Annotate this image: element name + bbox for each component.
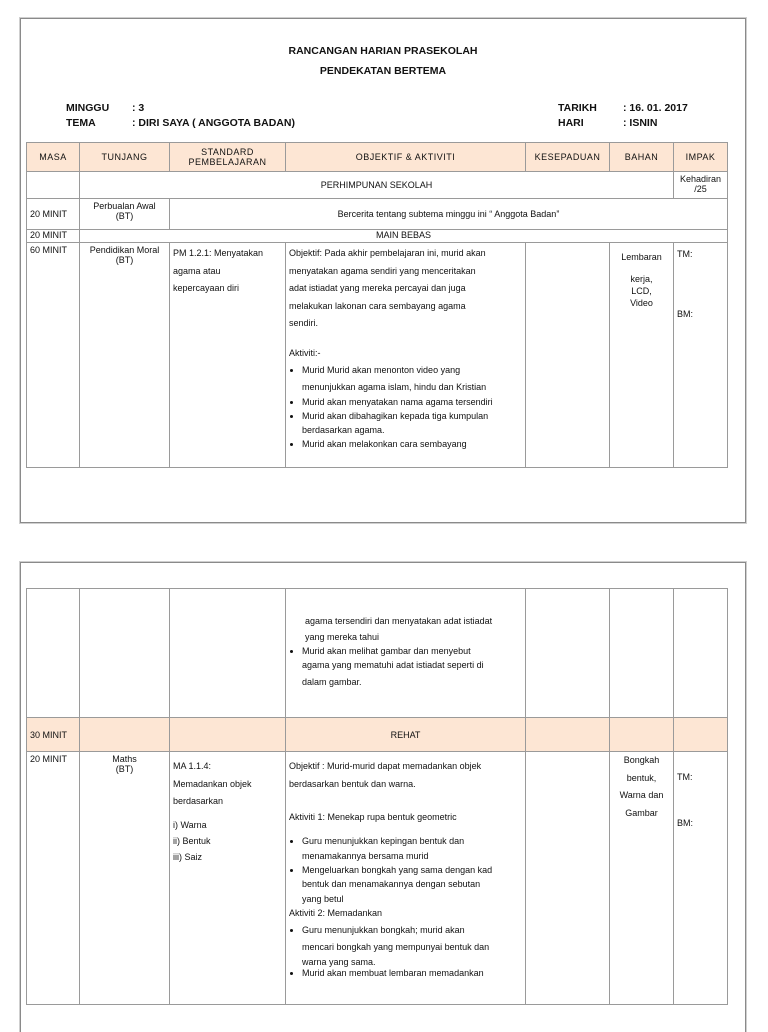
document-title: RANCANGAN HARIAN PRASEKOLAH <box>288 45 478 57</box>
aktiviti-label: Aktiviti:- <box>289 347 321 358</box>
list-item: • Guru menunjukkan bongkah; murid akan mencari bongkah yang mempunyai bentuk dan warna yang sama. <box>302 922 522 968</box>
col-impak: IMPAK <box>674 143 728 172</box>
list-item: • Murid akan melihat gambar dan menyebut agama yang mematuhi adat istiadat seperti di dalam gambar. <box>302 643 522 691</box>
col-masa: MASA <box>27 143 80 172</box>
hari-value: : ISNIN <box>623 117 658 129</box>
kehadiran-cell: Kehadiran /25 <box>674 172 728 199</box>
table-row-perhimpunan <box>27 172 728 199</box>
list-item: • Murid akan melakonkan cara sembayang <box>302 439 522 450</box>
masa-cell: 60 MINIT <box>27 243 80 468</box>
col-tunjang: TUNJANG <box>80 143 170 172</box>
objektif-cell: Objektif: Pada akhir pembelajaran ini, murid akan menyatakan agama sendiri yang menceritakan adat istiadat yang mereka percayai dan juga melakukan lakonan cara sembayang agama sendiri. Aktiviti:- • Murid Murid akan menonton video yang menunjukkan agama islam, hindu dan Kristian • Murid akan menyatakan nama agama tersendiri • Murid akan dibahagikan kepada tiga kumpulan berdasarkan agama. • Murid akan melakonkan cara sembayang <box>286 243 526 468</box>
list-item: • Murid akan dibahagikan kepada tiga kumpulan berdasarkan agama. <box>302 408 522 439</box>
masa-cell: 20 MINIT <box>27 752 80 1005</box>
masa-cell: 30 MINIT <box>27 718 80 752</box>
impak-cell: TM: BM: <box>674 243 728 468</box>
aktiviti-list <box>289 362 522 450</box>
kesepaduan-cell <box>526 243 610 468</box>
impak-cell: TM: BM: <box>674 752 728 1005</box>
table-row-moral <box>27 243 728 468</box>
list-item: • Mengeluarkan bongkah yang sama dengan kad bentuk dan menamakannya dengan sebutan yang betul <box>302 862 522 905</box>
aktiviti-1-label: Aktiviti 1: Menekap rupa bentuk geometric <box>289 812 457 822</box>
col-bahan: BAHAN <box>610 143 674 172</box>
table-row-maths <box>27 752 728 1005</box>
tarikh-label: TARIKH <box>558 102 597 114</box>
table-row-continued <box>27 589 728 718</box>
tarikh-value: : 16. 01. 2017 <box>623 102 688 114</box>
list-item: • Guru menunjukkan kepingan bentuk dan menamakannya bersama murid <box>302 833 522 862</box>
masa-cell: 20 MINIT <box>27 230 80 243</box>
tema-label: TEMA <box>66 117 96 129</box>
tunjang-cell: Pendidikan Moral (BT) <box>80 243 170 468</box>
main-bebas-text: MAIN BEBAS <box>80 230 728 243</box>
list-item: • Murid akan menyatakan nama agama tersendiri <box>302 396 522 408</box>
perbualan-text: Bercerita tentang subtema minggu ini “ Anggota Badan” <box>170 199 728 230</box>
table-header-row <box>27 143 728 172</box>
bahan-cell: Lembaran kerja, LCD, Video <box>610 243 674 468</box>
table-row-main-bebas <box>27 230 728 243</box>
document-page-2 <box>20 562 746 1032</box>
list-item: • Murid Murid akan menonton video yang menunjukkan agama islam, hindu dan Kristian <box>302 362 522 396</box>
masa-cell: 20 MINIT <box>27 199 80 230</box>
lesson-plan-table-continued <box>26 588 728 1005</box>
table-row-rehat <box>27 718 728 752</box>
minggu-label: MINGGU <box>66 102 110 114</box>
col-standard: STANDARD PEMBELAJARAN <box>170 143 286 172</box>
table-row-perbualan <box>27 199 728 230</box>
rehat-label: REHAT <box>286 718 526 752</box>
objektif-cell: Objektif : Murid-murid dapat memadankan objek berdasarkan bentuk dan warna. Aktiviti 1: Menekap rupa bentuk geometric • Guru menunjukkan kepingan bentuk dan menamakannya bersama murid • Mengeluarkan bongkah yang sama dengan kad bentuk dan menamakannya dengan sebutan yang betul Aktiviti 2: Memadankan • Guru menunjukkan bongkah; murid akan mencari bongkah yang mempunyai bentuk dan warna yang sama. • Murid akan membuat lembaran memadankan <box>286 752 526 1005</box>
list-item: • Murid akan membuat lembaran memadankan <box>302 968 522 979</box>
document-page-1 <box>20 18 746 523</box>
minggu-value: : 3 <box>132 102 145 114</box>
col-kesepaduan: KESEPADUAN <box>526 143 610 172</box>
col-objektif: OBJEKTIF & AKTIVITI <box>286 143 526 172</box>
hari-label: HARI <box>558 117 584 129</box>
objektif-cell: agama tersendiri dan menyatakan adat istiadat yang mereka tahui • Murid akan melihat gambar dan menyebut agama yang mematuhi adat istiadat seperti di dalam gambar. <box>286 589 526 718</box>
standard-cell: PM 1.2.1: Menyatakan agama atau kepercayaan diri <box>170 243 286 468</box>
lesson-plan-table <box>26 142 728 468</box>
aktiviti-2-label: Aktiviti 2: Memadankan <box>289 907 383 918</box>
tunjang-cell: Maths (BT) <box>80 752 170 1005</box>
kesepaduan-cell <box>526 752 610 1005</box>
document-subtitle: PENDEKATAN BERTEMA <box>319 65 447 77</box>
standard-cell: MA 1.1.4: Memadankan objek berdasarkan i) Warna ii) Bentuk iii) Saiz <box>170 752 286 1005</box>
perhimpunan-text: PERHIMPUNAN SEKOLAH <box>80 172 674 199</box>
tema-value: : DIRI SAYA ( ANGGOTA BADAN) <box>132 117 295 129</box>
tunjang-cell: Perbualan Awal (BT) <box>80 199 170 230</box>
bahan-cell: Bongkah bentuk, Warna dan Gambar <box>610 752 674 1005</box>
